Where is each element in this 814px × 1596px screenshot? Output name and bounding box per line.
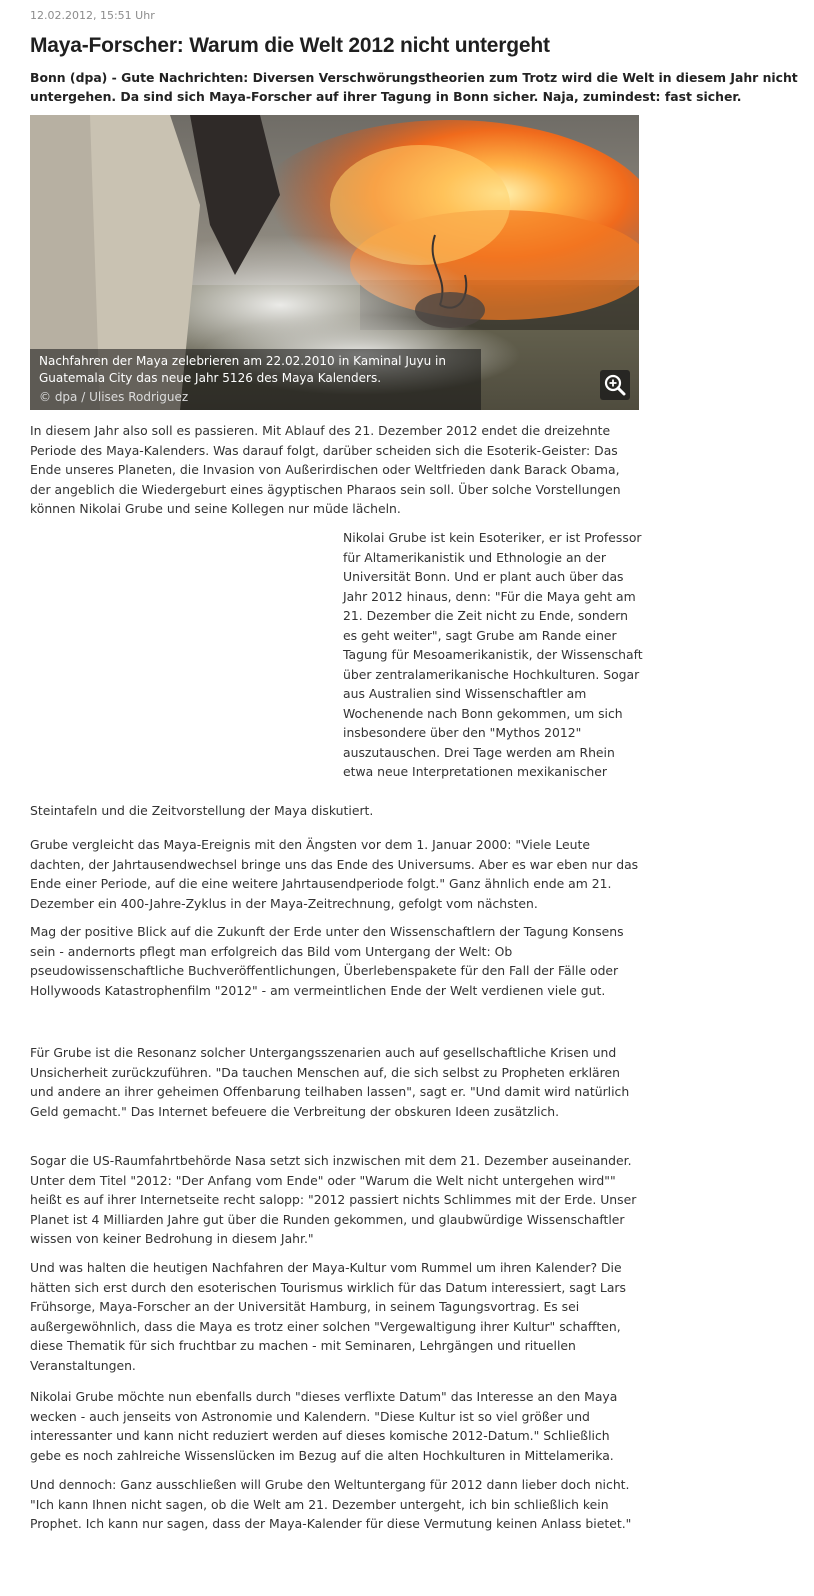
article-paragraph: Mag der positive Blick auf die Zukunft der Erde unter den Wissenschaftlern der Tagung Konsens sein - andernorts pflegt man erfolgreich das Bild vom Untergang der Welt: Ob pseudowissenschaftliche Buchveröffentlichungen, Überlebenspakete für den Fall der Fälle oder Hollywoods Katastrophenfilm "2012" - am vermeintlichen Ende der Welt verdienen viele gut. bbox=[30, 924, 624, 998]
article-paragraph: Und dennoch: Ganz ausschließen will Grube den Weltuntergang für 2012 dann lieber doch nicht. "Ich kann Ihnen nicht sagen, ob die Welt am 21. Dezember untergeht, ich bin schließlich kein Prophet. Ich kann nur sagen, dass der Maya-Kalender für diese Vermutung keinen Anlass bietet." bbox=[30, 1477, 632, 1531]
article-photo[interactable] bbox=[30, 115, 639, 410]
article-paragraph: Für Grube ist die Resonanz solcher Untergangsszenarien auch auf gesellschaftliche Krisen und Unsicherheit zurückzuführen. "Da tauchen Menschen auf, die sich selbst zu Propheten erklären und andere an ihrer geheimen Offenbarung teilhaben lassen", sagt er. "Und damit wird natürlich Geld gemacht." Das Internet befeuere die Verbreitung der obskuren Ideen zusätzlich. bbox=[30, 1045, 630, 1119]
article-paragraph: Sogar die US-Raumfahrtbehörde Nasa setzt sich inzwischen mit dem 21. Dezember auseinander. Unter dem Titel "2012: "Der Anfang vom Ende" oder "Warum die Welt nicht untergehen wird"" heißt es auf ihrer Internetseite recht salopp: "2012 passiert nichts Schlimmes mit der Erde. Unser Planet ist 4 Milliarden Jahre gut über die Runden gekommen, und glaubwürdige Wissenschaftler wissen von keiner Bedrohung in diesem Jahr." bbox=[30, 1153, 637, 1246]
article-timestamp: 12.02.2012, 15:51 Uhr bbox=[30, 9, 155, 22]
photo-credit: © dpa / Ulises Rodriguez bbox=[39, 390, 189, 404]
article-paragraph: Nikolai Grube ist kein Esoteriker, er ist Professor für Altamerikanistik und Ethnologie an der Universität Bonn. Und er plant auch über das Jahr 2012 hinaus, denn: "Für die Maya geht am 21. Dezember die Zeit nicht zu Ende, sondern es geht weiter", sagt Grube am Rande einer Tagung für Mesoamerikanistik, der Wissenschaft über zentralamerikanische Hochkulturen. Sogar aus Australien sind Wissenschaftler am Wochenende nach Bonn gekommen, um sich insbesondere über den "Mythos 2012" auszutauschen. Drei Tage werden am Rhein etwa neue Interpretationen mexikanischer bbox=[343, 530, 643, 779]
zoom-in-icon bbox=[600, 370, 630, 400]
article-paragraph: In diesem Jahr also soll es passieren. Mit Ablauf des 21. Dezember 2012 endet die dreizehnte Periode des Maya-Kalenders. Was darauf folgt, darüber scheiden sich die Esoterik-Geister: Das Ende unseres Planeten, die Invasion von Außerirdischen oder Weltfrieden dank Barack Obama, der angeblich die Wiedergeburt eines ägyptischen Pharaos sein soll. Über solche Vorstellungen können Nikolai Grube und seine Kollegen nur müde lächeln. bbox=[30, 423, 621, 516]
zoom-button[interactable] bbox=[600, 370, 630, 400]
article-title: Maya-Forscher: Warum die Welt 2012 nicht untergeht bbox=[30, 34, 550, 57]
photo-caption-text: Nachfahren der Maya zelebrieren am 22.02.2010 in Kaminal Juyu in Guatemala City das neue Jahr 5126 des Maya Kalenders. bbox=[39, 354, 446, 385]
article-paragraph: Nikolai Grube möchte nun ebenfalls durch "dieses verflixte Datum" das Interesse an den Maya wecken - auch jenseits von Astronomie und Kalendern. "Diese Kultur ist so viel größer und interessanter und kann nicht reduziert werden auf dieses komische 2012-Datum." Schließlich gebe es noch zahlreiche Wissenslücken im Bezug auf die alten Hochkulturen in Mittelamerika. bbox=[30, 1389, 618, 1463]
article-paragraph: Und was halten die heutigen Nachfahren der Maya-Kultur vom Rummel um ihren Kalender? Die hätten sich erst durch den esoterischen Tourismus wirklich für das Datum interessiert, sagt Lars Frühsorge, Maya-Forscher an der Universität Hamburg, in seinem Tagungsvortrag. Es sei außergewöhnlich, dass die Maya es trotz einer solchen "Vergewaltigung ihrer Kultur" schafften, diese Thematik für sich fruchtbar zu machen - mit Seminaren, Lehrgängen und rituellen Veranstaltungen. bbox=[30, 1260, 626, 1373]
photo-caption bbox=[30, 349, 481, 410]
article-lead: Bonn (dpa) - Gute Nachrichten: Diversen Verschwörungstheorien zum Trotz wird die Welt in diesem Jahr nicht untergehen. Da sind sich Maya-Forscher auf ihrer Tagung in Bonn sicher. Naja, zumindest: fast sicher. bbox=[30, 70, 798, 104]
article-paragraph: Steintafeln und die Zeitvorstellung der Maya diskutiert. bbox=[30, 803, 374, 818]
article-paragraph: Grube vergleicht das Maya-Ereignis mit den Ängsten vor dem 1. Januar 2000: "Viele Leute dachten, der Jahrtausendwechsel bringe uns das Ende des Universums. Aber es war eben nur das Ende einer Periode, auf die eine weitere Jahrtausendperiode folgt." Ganz ähnlich ende am 21. Dezember ein 400-Jahre-Zyklus in der Maya-Zeitrechnung, gefolgt vom nächsten. bbox=[30, 837, 639, 911]
